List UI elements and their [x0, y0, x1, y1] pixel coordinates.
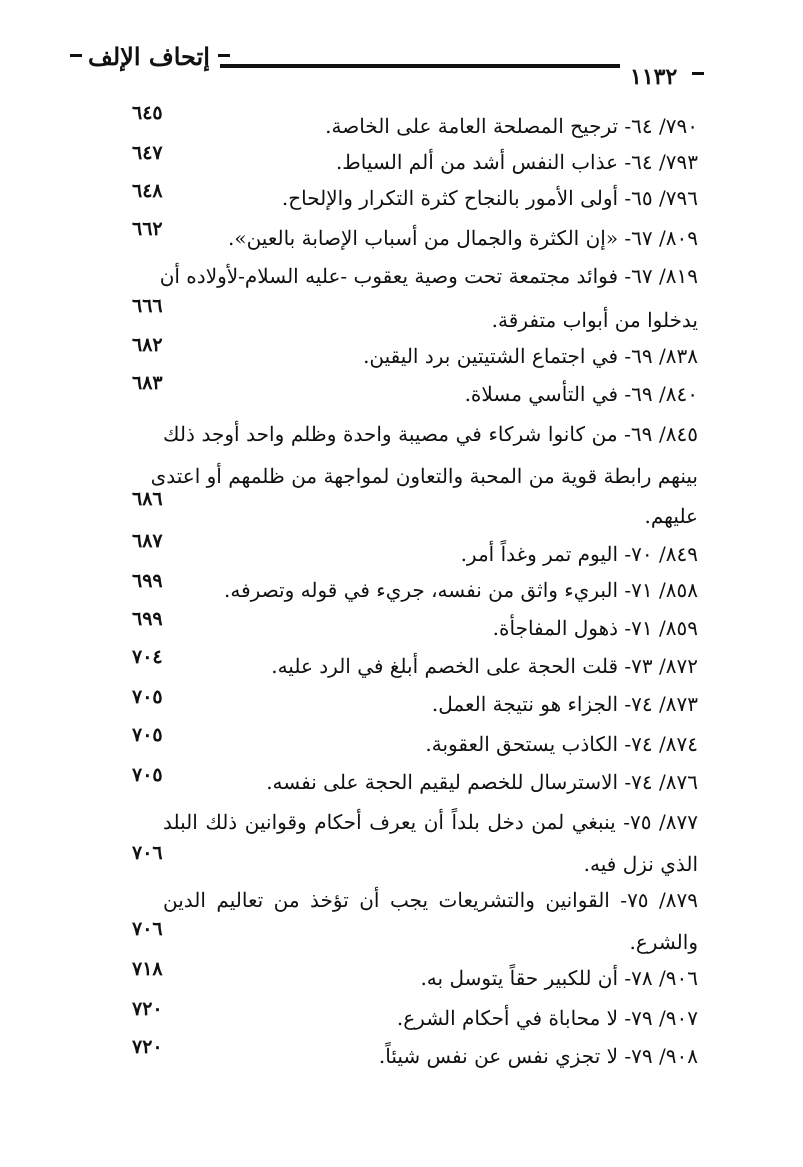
- entry-text: ٨٠٩/ ٦٧- «إن الكثرة والجمال من أسباب الإصابة بالعين».: [227, 226, 698, 250]
- entry-text: ٩٠٦/ ٧٨- أن للكبير حقاً يتوسل به.: [420, 966, 698, 990]
- entry-text: ٨٥٨/ ٧١- البريء واثق من نفسه، جريء في قوله وتصرفه.: [224, 578, 698, 602]
- entry-text-line: عليهم.: [644, 504, 698, 528]
- entry-text-line: والشرع.: [629, 930, 698, 954]
- entry-page-ref: ٦٦٦: [132, 295, 163, 317]
- entry-page-ref: ٧١٨: [132, 958, 163, 980]
- entry-text-line: الذي نزل فيه.: [583, 852, 698, 876]
- entry-text: ٩٠٧/ ٧٩- لا محاباة في أحكام الشرع.: [396, 1006, 698, 1030]
- entry-text: ٨٤٩/ ٧٠- اليوم تمر وغداً أمر.: [460, 542, 698, 566]
- entry-page-ref: ٦٦٢: [132, 218, 163, 240]
- entry-text-line: بينهم رابطة قوية من المحبة والتعاون لمواجهة من ظلمهم أو اعتدى: [150, 464, 698, 488]
- entry-text: ٨٤٠/ ٦٩- في التأسي مسلاة.: [464, 382, 698, 406]
- entry-text: ٧٩٣/ ٦٤- عذاب النفس أشد من ألم السياط.: [335, 150, 698, 174]
- entry-page-ref: ٧٢٠: [132, 1036, 163, 1058]
- entry-page-ref: ٦٨٦: [132, 488, 163, 510]
- entry-text-line: ٨٤٥/ ٦٩- من كانوا شركاء في مصيبة واحدة وظلم واحد أوجد ذلك: [163, 422, 698, 446]
- entry-text: ٨٧٣/ ٧٤- الجزاء هو نتيجة العمل.: [431, 692, 698, 716]
- entry-text-line: يدخلوا من أبواب متفرقة.: [491, 308, 698, 332]
- entry-page-ref: ٦٤٨: [132, 180, 163, 202]
- entry-page-ref: ٧٢٠: [132, 998, 163, 1020]
- entry-text-line: ٨٧٩/ ٧٥- القوانين والتشريعات يجب أن تؤخذ من تعاليم الدين: [163, 888, 698, 912]
- entry-text: ٧٩٠/ ٦٤- ترجيح المصلحة العامة على الخاصة.: [325, 114, 698, 138]
- entry-text: ٨٧٦/ ٧٤- الاسترسال للخصم ليقيم الحجة على نفسه.: [266, 770, 698, 794]
- entry-text: ٨٥٩/ ٧١- ذهول المفاجأة.: [492, 616, 698, 640]
- entry-page-ref: ٧٠٦: [132, 842, 163, 864]
- entry-text: ٨٧٢/ ٧٣- قلت الحجة على الخصم أبلغ في الرد عليه.: [271, 654, 698, 678]
- entry-page-ref: ٦٨٢: [132, 334, 163, 356]
- entry-text: ٨٣٨/ ٦٩- في اجتماع الشتيتين برد اليقين.: [363, 344, 698, 368]
- header-title: إتحاف الإلف: [88, 42, 210, 71]
- entry-page-ref: ٦٤٥: [132, 102, 163, 124]
- entry-page-ref: ٦٨٣: [132, 372, 163, 394]
- header-page-number: ١١٣٢: [630, 64, 678, 90]
- entry-text-line: ٨٧٧/ ٧٥- ينبغي لمن دخل بلداً أن يعرف أحكام وقوانين ذلك البلد: [163, 810, 698, 834]
- entry-text: ٨٧٤/ ٧٤- الكاذب يستحق العقوبة.: [425, 732, 698, 756]
- entry-page-ref: ٧٠٥: [132, 724, 163, 746]
- entry-text: ٧٩٦/ ٦٥- أولى الأمور بالنجاح كثرة التكرار والإلحاح.: [281, 186, 698, 210]
- entry-page-ref: ٦٤٧: [132, 142, 163, 164]
- entry-page-ref: ٧٠٥: [132, 686, 163, 708]
- entry-page-ref: ٧٠٥: [132, 764, 163, 786]
- entry-page-ref: ٧٠٦: [132, 918, 163, 940]
- entry-page-ref: ٦٩٩: [132, 608, 163, 630]
- entry-text-line: ٨١٩/ ٦٧- فوائد مجتمعة تحت وصية يعقوب -عليه السلام-لأولاده أن: [159, 264, 698, 288]
- entry-text: ٩٠٨/ ٧٩- لا تجزي نفس عن نفس شيئاً.: [378, 1044, 698, 1068]
- entry-page-ref: ٦٨٧: [132, 530, 163, 552]
- entry-page-ref: ٧٠٤: [132, 646, 163, 668]
- entry-page-ref: ٦٩٩: [132, 570, 163, 592]
